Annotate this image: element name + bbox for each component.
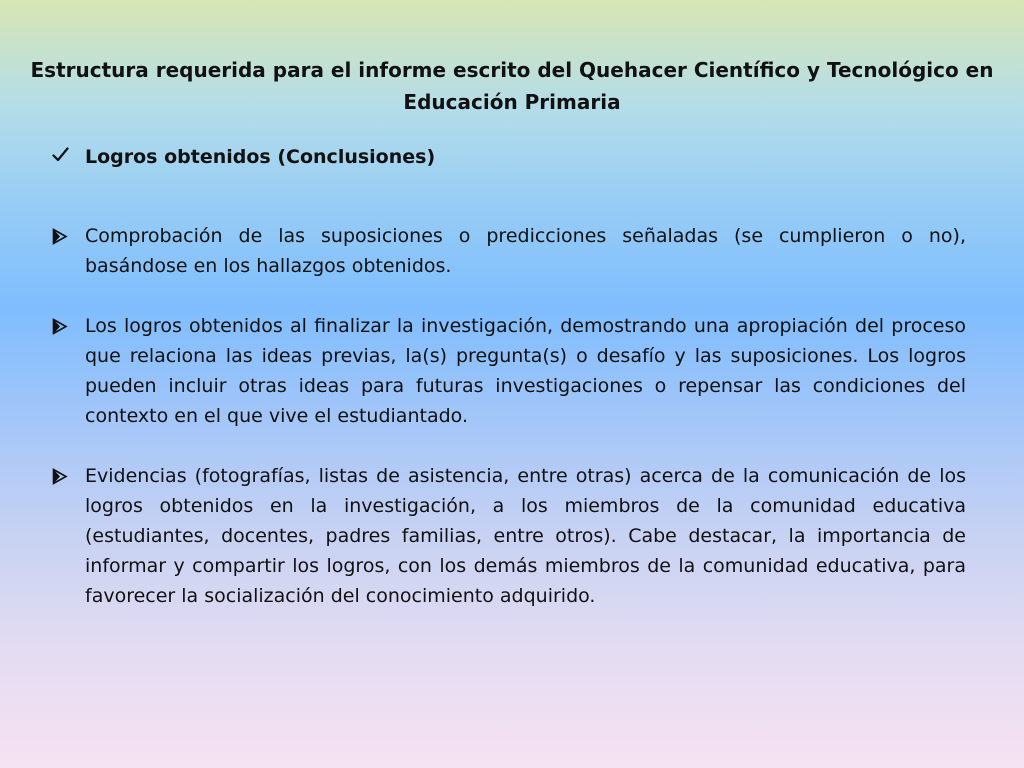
arrow-bullet-icon <box>52 461 85 485</box>
bullet-item <box>52 311 966 431</box>
section-heading <box>52 143 972 171</box>
bullet-item <box>52 461 966 611</box>
slide-title: Estructura requerida para el informe escrito del Quehacer Científico y Tecnológico en Educación Primaria <box>30 58 994 114</box>
bullet-text: Los logros obtenidos al finalizar la investigación, demostrando una apropiación del proceso que relaciona las ideas previas, la(s) pregunta(s) o desafío y las suposiciones. Los logros pueden incluir otras ideas para futuras investigaciones o repensar las condiciones del contexto en el que vive el estudiantado. <box>85 315 966 427</box>
arrow-bullet-icon <box>52 311 85 335</box>
section-heading-text: Logros obtenidos (Conclusiones) <box>85 146 436 168</box>
checkmark-icon <box>52 143 85 163</box>
bullet-text: Comprobación de las suposiciones o predicciones señaladas (se cumplieron o no), basándose en los hallazgos obtenidos. <box>85 225 966 277</box>
bullet-list <box>52 221 966 611</box>
arrow-bullet-icon <box>52 221 85 245</box>
bullet-text: Evidencias (fotografías, listas de asistencia, entre otras) acerca de la comunicación de los logros obtenidos en la investigación, a los miembros de la comunidad educativa (estudiantes, docentes, padres familias, entre otros). Cabe destacar, la importancia de informar y compartir los logros, con los demás miembros de la comunidad educativa, para favorecer la socialización del conocimiento adquirido. <box>85 465 966 607</box>
bullet-item <box>52 221 966 281</box>
